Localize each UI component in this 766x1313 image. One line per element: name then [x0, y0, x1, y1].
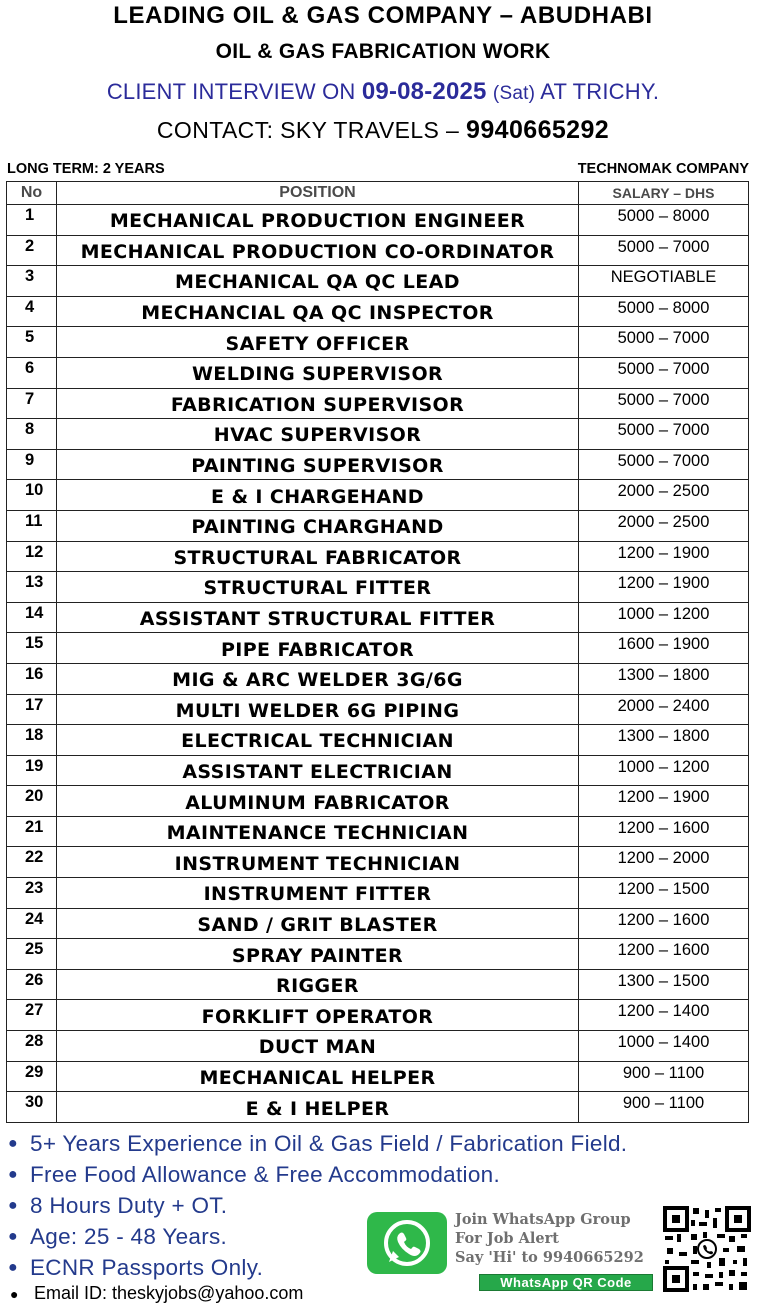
row-salary: 1200 – 1400: [579, 1000, 749, 1031]
table-row: [7, 969, 749, 1000]
row-salary: 1000 – 1200: [579, 755, 749, 786]
row-number: 16: [7, 663, 57, 694]
company-label: TECHNOMAK COMPANY: [577, 161, 749, 177]
row-salary: 5000 – 8000: [579, 296, 749, 327]
row-number: 6: [7, 357, 57, 388]
interview-prefix: CLIENT INTERVIEW ON: [106, 79, 362, 104]
table-row: [7, 480, 749, 511]
qr-code-icon[interactable]: [663, 1206, 751, 1292]
table-row: [7, 541, 749, 572]
whatsapp-banner[interactable]: [367, 1210, 654, 1292]
row-position: MECHANICAL PRODUCTION ENGINEER: [57, 205, 579, 236]
row-position: E & I HELPER: [57, 1092, 579, 1123]
row-salary: 5000 – 7000: [579, 235, 749, 266]
row-number: 17: [7, 694, 57, 725]
contact-phone[interactable]: 9940665292: [466, 116, 610, 144]
row-number: 23: [7, 878, 57, 909]
row-salary: 5000 – 7000: [579, 419, 749, 450]
bullet-text: 8 Hours Duty + OT.: [30, 1193, 228, 1218]
row-position: PAINTING CHARGHAND: [57, 510, 579, 541]
table-row: [7, 419, 749, 450]
email-text[interactable]: Email ID: theskyjobs@yahoo.com: [34, 1283, 304, 1303]
bullet-icon: ●: [8, 1135, 18, 1152]
bullet-icon: ●: [10, 1286, 19, 1302]
row-salary: 5000 – 7000: [579, 357, 749, 388]
table-row: [7, 449, 749, 480]
row-number: 26: [7, 969, 57, 1000]
contact-prefix: CONTACT: SKY TRAVELS –: [156, 117, 467, 143]
table-row: [7, 235, 749, 266]
table-row: [7, 755, 749, 786]
row-salary: 2000 – 2500: [579, 480, 749, 511]
row-number: 3: [7, 266, 57, 297]
row-position: STRUCTURAL FABRICATOR: [57, 541, 579, 572]
row-position: MECHANICAL QA QC LEAD: [57, 266, 579, 297]
email-line: [10, 1283, 303, 1304]
table-row: [7, 786, 749, 817]
row-salary: 1200 – 2000: [579, 847, 749, 878]
row-salary: 5000 – 8000: [579, 205, 749, 236]
row-number: 22: [7, 847, 57, 878]
row-position: ELECTRICAL TECHNICIAN: [57, 725, 579, 756]
row-salary: 5000 – 7000: [579, 388, 749, 419]
table-row: [7, 816, 749, 847]
row-number: 19: [7, 755, 57, 786]
interview-day: (Sat): [492, 83, 536, 104]
table-row: [7, 1000, 749, 1031]
contact-line: [0, 116, 766, 145]
row-number: 13: [7, 572, 57, 603]
row-position: DUCT MAN: [57, 1031, 579, 1062]
list-item: [8, 1128, 627, 1159]
table-row: [7, 1031, 749, 1062]
row-number: 12: [7, 541, 57, 572]
header-no: No: [7, 182, 57, 205]
row-number: 18: [7, 725, 57, 756]
row-position: E & I CHARGEHAND: [57, 480, 579, 511]
bullet-icon: ●: [8, 1166, 18, 1183]
table-row: [7, 725, 749, 756]
row-salary: 1200 – 1600: [579, 816, 749, 847]
whatsapp-line-2: For Job Alert: [455, 1230, 559, 1247]
row-number: 11: [7, 510, 57, 541]
row-position: MAINTENANCE TECHNICIAN: [57, 816, 579, 847]
row-position: PIPE FABRICATOR: [57, 633, 579, 664]
table-body: [7, 205, 749, 1123]
table-row: [7, 327, 749, 358]
row-position: MECHANCIAL QA QC INSPECTOR: [57, 296, 579, 327]
table-row: [7, 510, 749, 541]
row-number: 7: [7, 388, 57, 419]
row-number: 20: [7, 786, 57, 817]
row-position: WELDING SUPERVISOR: [57, 357, 579, 388]
row-number: 5: [7, 327, 57, 358]
row-number: 28: [7, 1031, 57, 1062]
bullet-text: Free Food Allowance & Free Accommodation.: [30, 1162, 501, 1187]
bullet-text: 5+ Years Experience in Oil & Gas Field / Fabrication Field.: [30, 1131, 628, 1156]
row-position: MECHANICAL HELPER: [57, 1061, 579, 1092]
row-position: MECHANICAL PRODUCTION CO-ORDINATOR: [57, 235, 579, 266]
row-position: FABRICATION SUPERVISOR: [57, 388, 579, 419]
table-row: [7, 296, 749, 327]
row-salary: 1000 – 1400: [579, 1031, 749, 1062]
table-row: [7, 388, 749, 419]
row-salary: 1300 – 1800: [579, 663, 749, 694]
table-row: [7, 602, 749, 633]
bullet-text: Age: 25 - 48 Years.: [30, 1224, 228, 1249]
row-salary: 1200 – 1900: [579, 786, 749, 817]
row-number: 4: [7, 296, 57, 327]
row-number: 29: [7, 1061, 57, 1092]
table-row: [7, 633, 749, 664]
header-position: POSITION: [57, 182, 579, 205]
table-header-row: [7, 182, 749, 205]
row-salary: 1200 – 1600: [579, 908, 749, 939]
row-position: RIGGER: [57, 969, 579, 1000]
row-salary: 1600 – 1900: [579, 633, 749, 664]
whatsapp-icon: [367, 1212, 447, 1274]
whatsapp-line-1: Join WhatsApp Group: [455, 1211, 631, 1228]
row-position: STRUCTURAL FITTER: [57, 572, 579, 603]
table-row: [7, 1061, 749, 1092]
row-position: FORKLIFT OPERATOR: [57, 1000, 579, 1031]
table-row: [7, 878, 749, 909]
row-salary: 1200 – 1600: [579, 939, 749, 970]
bullet-icon: ●: [8, 1228, 18, 1245]
table-row: [7, 572, 749, 603]
row-number: 25: [7, 939, 57, 970]
table-row: [7, 205, 749, 236]
row-salary: 5000 – 7000: [579, 449, 749, 480]
row-number: 30: [7, 1092, 57, 1123]
row-position: MIG & ARC WELDER 3G/6G: [57, 663, 579, 694]
row-salary: 2000 – 2400: [579, 694, 749, 725]
header-salary: SALARY – DHS: [579, 182, 749, 205]
row-number: 10: [7, 480, 57, 511]
row-number: 27: [7, 1000, 57, 1031]
row-salary: 2000 – 2500: [579, 510, 749, 541]
row-position: SAND / GRIT BLASTER: [57, 908, 579, 939]
row-salary: 1000 – 1200: [579, 602, 749, 633]
term-label: LONG TERM: 2 YEARS: [7, 161, 165, 177]
row-position: ASSISTANT STRUCTURAL FITTER: [57, 602, 579, 633]
row-position: MULTI WELDER 6G PIPING: [57, 694, 579, 725]
row-position: INSTRUMENT FITTER: [57, 878, 579, 909]
whatsapp-text: [455, 1210, 644, 1267]
row-salary: 5000 – 7000: [579, 327, 749, 358]
row-number: 2: [7, 235, 57, 266]
row-salary: 900 – 1100: [579, 1092, 749, 1123]
row-position: ASSISTANT ELECTRICIAN: [57, 755, 579, 786]
row-position: INSTRUMENT TECHNICIAN: [57, 847, 579, 878]
table-row: [7, 1092, 749, 1123]
row-position: SAFETY OFFICER: [57, 327, 579, 358]
row-number: 24: [7, 908, 57, 939]
list-item: [8, 1159, 627, 1190]
table-row: [7, 663, 749, 694]
bullet-icon: ●: [8, 1259, 18, 1276]
interview-suffix: AT TRICHY.: [535, 79, 660, 104]
row-position: PAINTING SUPERVISOR: [57, 449, 579, 480]
row-number: 8: [7, 419, 57, 450]
page-title: LEADING OIL & GAS COMPANY – ABUDHABI: [113, 2, 653, 29]
interview-date: 09-08-2025: [361, 78, 487, 105]
row-position: SPRAY PAINTER: [57, 939, 579, 970]
page-subtitle: OIL & GAS FABRICATION WORK: [215, 40, 551, 63]
bullet-text: ECNR Passports Only.: [30, 1255, 264, 1280]
row-salary: 1300 – 1500: [579, 969, 749, 1000]
table-row: [7, 266, 749, 297]
whatsapp-line-3: Say 'Hi' to 9940665292: [455, 1249, 644, 1266]
row-position: HVAC SUPERVISOR: [57, 419, 579, 450]
qr-code-badge: WhatsApp QR Code: [479, 1274, 653, 1291]
row-number: 15: [7, 633, 57, 664]
row-salary: NEGOTIABLE: [579, 266, 749, 297]
row-salary: 1200 – 1900: [579, 541, 749, 572]
row-salary: 1200 – 1500: [579, 878, 749, 909]
row-number: 21: [7, 816, 57, 847]
row-number: 1: [7, 205, 57, 236]
table-row: [7, 357, 749, 388]
bullet-icon: ●: [8, 1197, 18, 1214]
row-salary: 1300 – 1800: [579, 725, 749, 756]
table-row: [7, 847, 749, 878]
table-row: [7, 694, 749, 725]
row-number: 14: [7, 602, 57, 633]
row-salary: 900 – 1100: [579, 1061, 749, 1092]
row-position: ALUMINUM FABRICATOR: [57, 786, 579, 817]
table-row: [7, 908, 749, 939]
row-salary: 1200 – 1900: [579, 572, 749, 603]
table-row: [7, 939, 749, 970]
jobs-table: [6, 181, 749, 1123]
row-number: 9: [7, 449, 57, 480]
interview-line: [0, 78, 766, 106]
